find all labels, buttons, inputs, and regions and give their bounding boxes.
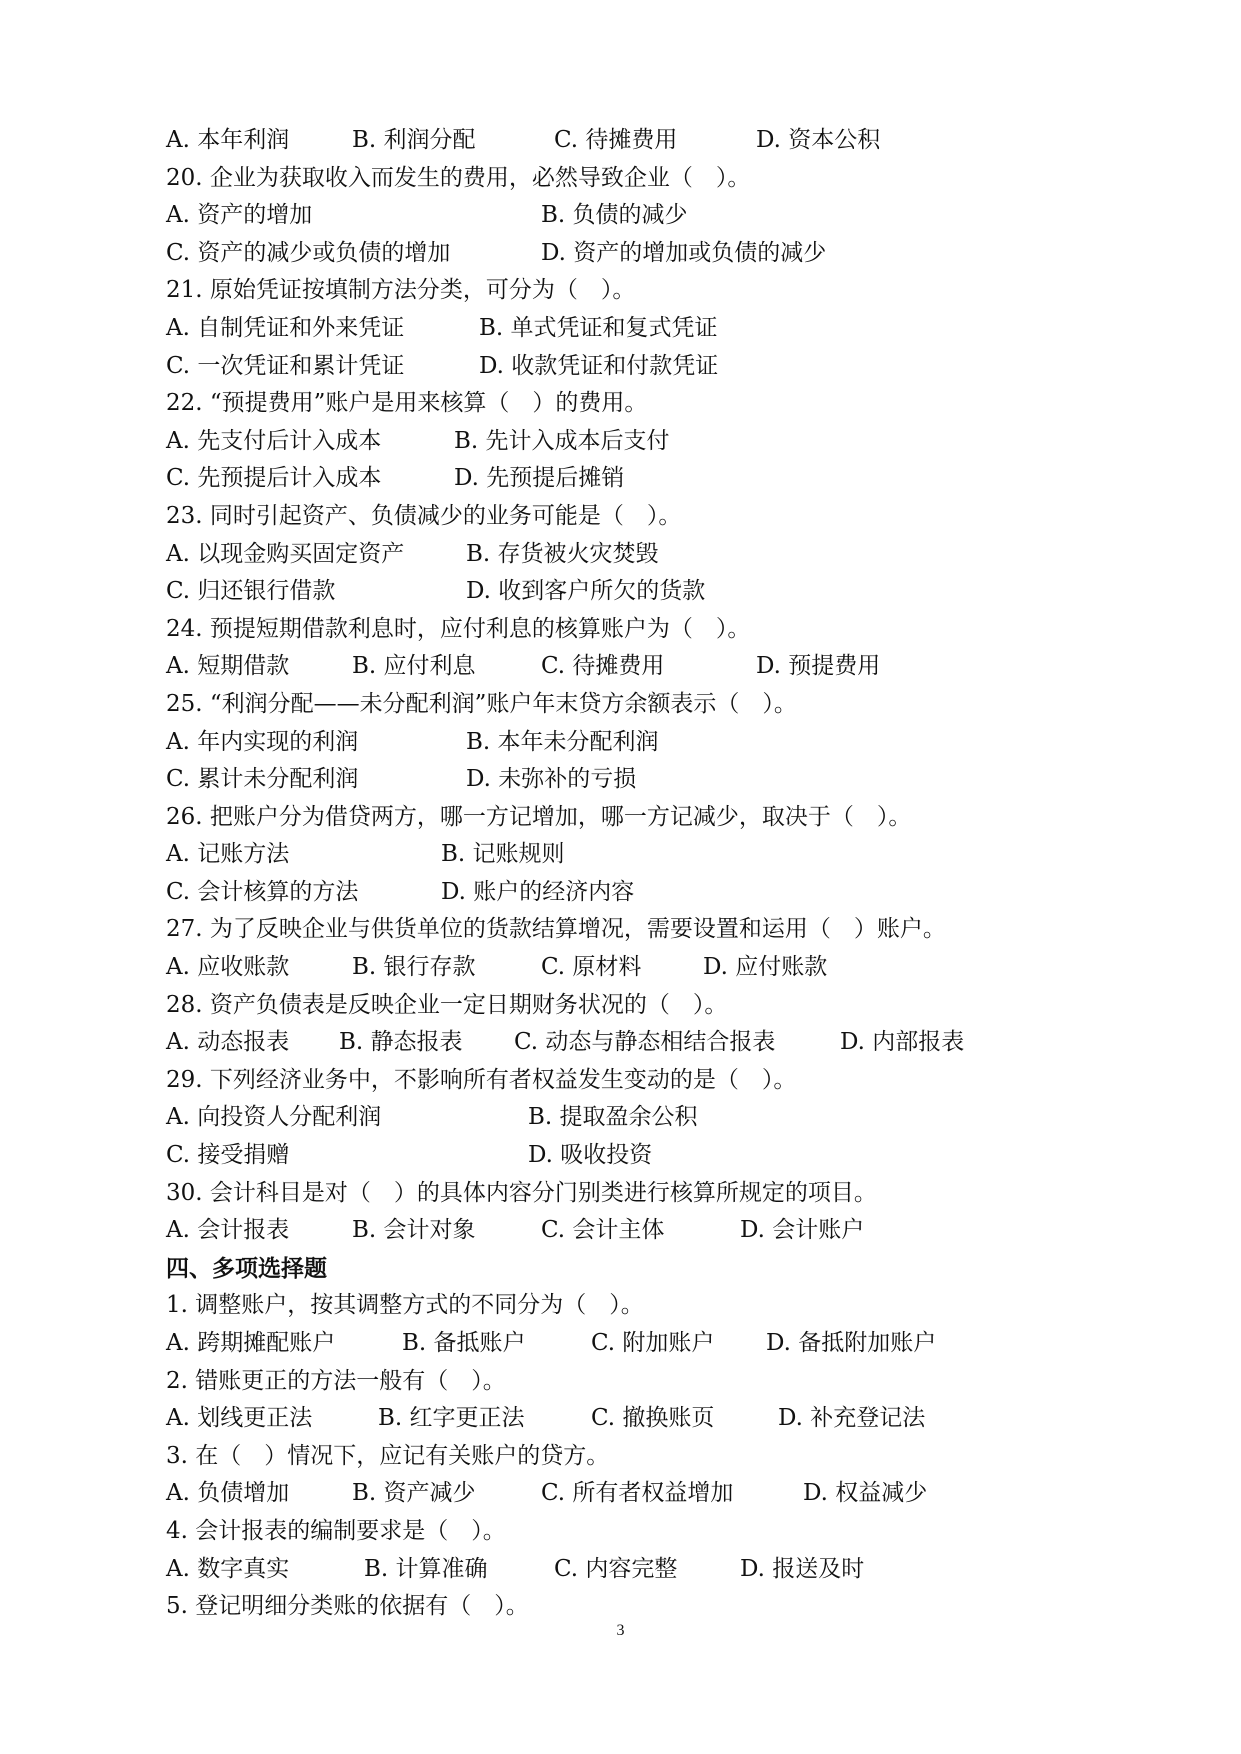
q23-options-row1: [166, 536, 1066, 574]
q24-stem: 24. 预提短期借款利息时，应付利息的核算账户为（ ）。: [166, 615, 751, 642]
m1-options: [166, 1325, 1066, 1363]
m4-option-a: A. 数字真实: [166, 1555, 290, 1582]
q27-options: [166, 949, 1066, 987]
q24-option-a: A. 短期借款: [166, 653, 290, 680]
m4-option-d: D. 报送及时: [740, 1555, 865, 1582]
q19-option-a: A. 本年利润: [166, 127, 290, 153]
q23-stem: 23. 同时引起资产、负债减少的业务可能是（ ）。: [166, 502, 682, 529]
q25-option-a: A. 年内实现的利润: [166, 728, 359, 755]
q21-options-row1: [166, 310, 1066, 348]
q29-options-row2: [166, 1137, 1066, 1175]
m4-option-c: C. 内容完整: [554, 1555, 678, 1582]
q30-options: [166, 1212, 1066, 1250]
m1-option-d: D. 备抵附加账户: [766, 1330, 937, 1356]
q19-option-b: B. 利润分配: [352, 127, 476, 153]
q19-option-d: D. 资本公积: [756, 127, 881, 153]
q25-option-d: D. 未弥补的亏损: [466, 766, 637, 793]
q28-options: [166, 1024, 1066, 1062]
q24-option-b: B. 应付利息: [352, 653, 476, 680]
q22-options-row1: [166, 423, 1066, 461]
q20-option-a: A. 资产的增加: [166, 202, 313, 229]
q28-option-c: C. 动态与静态相结合报表: [514, 1029, 776, 1056]
m4-options: [166, 1551, 1066, 1589]
question-list: [166, 122, 1066, 1626]
q20-options-row2: [166, 235, 1066, 273]
q27-option-d: D. 应付账款: [703, 954, 828, 981]
q30-option-d: D. 会计账户: [740, 1217, 865, 1244]
q22-stem: 22. “预提费用”账户是用来核算（ ）的费用。: [166, 390, 648, 417]
m2-option-a: A. 划线更正法: [166, 1405, 313, 1432]
m2-option-c: C. 撤换账页: [591, 1405, 715, 1432]
q29-option-a: A. 向投资人分配利润: [166, 1104, 382, 1131]
q26-options-row2: [166, 874, 1066, 912]
m1-option-b: B. 备抵账户: [402, 1330, 526, 1356]
q25-options-row1: [166, 724, 1066, 762]
q24-option-c: C. 待摊费用: [541, 653, 665, 680]
q21-stem: 21. 原始凭证按填制方法分类，可分为（ ）。: [166, 277, 636, 304]
q26-option-a: A. 记账方法: [166, 841, 290, 868]
q28-stem: 28. 资产负债表是反映企业一定日期财务状况的（ ）。: [166, 991, 728, 1018]
m2-option-b: B. 红字更正法: [378, 1405, 525, 1432]
q29-option-c: C. 接受捐赠: [166, 1142, 290, 1169]
q27-option-c: C. 原材料: [541, 954, 642, 981]
q24-options: [166, 648, 1066, 686]
q20-option-d: D. 资产的增加或负债的减少: [541, 239, 827, 266]
q21-option-c: C. 一次凭证和累计凭证: [166, 352, 405, 379]
m4-option-b: B. 计算准确: [364, 1555, 488, 1582]
q30-option-a: A. 会计报表: [166, 1217, 290, 1244]
q26-option-b: B. 记账规则: [441, 841, 565, 868]
q23-option-b: B. 存货被火灾焚毁: [466, 540, 659, 567]
m4-stem: 4. 会计报表的编制要求是（ ）。: [166, 1517, 506, 1544]
q27-stem: 27. 为了反映企业与供货单位的货款结算增况，需要设置和运用（ ）账户。: [166, 916, 946, 943]
section-heading-multiple-choice: 四、多项选择题: [166, 1254, 327, 1282]
q28-option-b: B. 静态报表: [339, 1029, 463, 1056]
m1-option-c: C. 附加账户: [591, 1330, 715, 1356]
m3-options: [166, 1475, 1066, 1513]
m2-options: [166, 1400, 1066, 1438]
q20-options-row1: [166, 197, 1066, 235]
q19-option-c: C. 待摊费用: [554, 127, 678, 153]
q19-options: [166, 122, 1066, 160]
q21-option-b: B. 单式凭证和复式凭证: [479, 314, 718, 341]
m5-stem: 5. 登记明细分类账的依据有（ ）。: [166, 1593, 529, 1620]
q23-option-d: D. 收到客户所欠的货款: [466, 578, 706, 605]
m3-stem: 3. 在（ ）情况下，应记有关账户的贷方。: [166, 1442, 610, 1469]
m3-option-a: A. 负债增加: [166, 1480, 290, 1507]
q28-option-a: A. 动态报表: [166, 1029, 290, 1056]
q29-option-b: B. 提取盈余公积: [528, 1104, 698, 1131]
q23-option-a: A. 以现金购买固定资产: [166, 540, 405, 567]
q30-option-c: C. 会计主体: [541, 1217, 665, 1244]
m2-option-d: D. 补充登记法: [778, 1405, 926, 1432]
q27-option-a: A. 应收账款: [166, 954, 290, 981]
q21-option-a: A. 自制凭证和外来凭证: [166, 314, 405, 341]
q22-option-c: C. 先预提后计入成本: [166, 465, 382, 492]
q26-option-c: C. 会计核算的方法: [166, 878, 359, 905]
q20-stem: 20. 企业为获取收入而发生的费用，必然导致企业（ ）。: [166, 164, 751, 191]
m3-option-c: C. 所有者权益增加: [541, 1480, 734, 1507]
q29-options-row1: [166, 1099, 1066, 1137]
q30-stem: 30. 会计科目是对（ ）的具体内容分门别类进行核算所规定的项目。: [166, 1179, 877, 1206]
q21-options-row2: [166, 348, 1066, 386]
q22-option-d: D. 先预提后摊销: [454, 465, 625, 492]
q22-option-a: A. 先支付后计入成本: [166, 427, 382, 454]
m1-option-a: A. 跨期摊配账户: [166, 1330, 336, 1356]
q30-option-b: B. 会计对象: [352, 1217, 476, 1244]
q25-option-b: B. 本年未分配利润: [466, 728, 659, 755]
q25-stem: 25. “利润分配——未分配利润”账户年末贷方余额表示（ ）。: [166, 690, 797, 717]
q27-option-b: B. 银行存款: [352, 954, 476, 981]
m2-stem: 2. 错账更正的方法一般有（ ）。: [166, 1367, 506, 1394]
q23-options-row2: [166, 573, 1066, 611]
q29-option-d: D. 吸收投资: [528, 1142, 653, 1169]
q29-stem: 29. 下列经济业务中，不影响所有者权益发生变动的是（ ）。: [166, 1066, 797, 1093]
page-number: 3: [616, 1622, 625, 1639]
q23-option-c: C. 归还银行借款: [166, 578, 336, 605]
q20-option-c: C. 资产的减少或负债的增加: [166, 239, 451, 266]
q28-option-d: D. 内部报表: [840, 1029, 965, 1056]
m3-option-b: B. 资产减少: [352, 1480, 476, 1507]
q25-option-c: C. 累计未分配利润: [166, 766, 359, 793]
q22-options-row2: [166, 460, 1066, 498]
q20-option-b: B. 负债的减少: [541, 202, 688, 229]
q26-option-d: D. 账户的经济内容: [441, 878, 635, 905]
q24-option-d: D. 预提费用: [756, 653, 881, 680]
q21-option-d: D. 收款凭证和付款凭证: [479, 352, 719, 379]
q26-options-row1: [166, 836, 1066, 874]
q26-stem: 26. 把账户分为借贷两方，哪一方记增加，哪一方记减少，取决于（ ）。: [166, 803, 912, 830]
m1-stem: 1. 调整账户，按其调整方式的不同分为（ ）。: [166, 1292, 644, 1319]
q22-option-b: B. 先计入成本后支付: [454, 427, 670, 454]
m3-option-d: D. 权益减少: [803, 1480, 928, 1507]
q25-options-row2: [166, 761, 1066, 799]
